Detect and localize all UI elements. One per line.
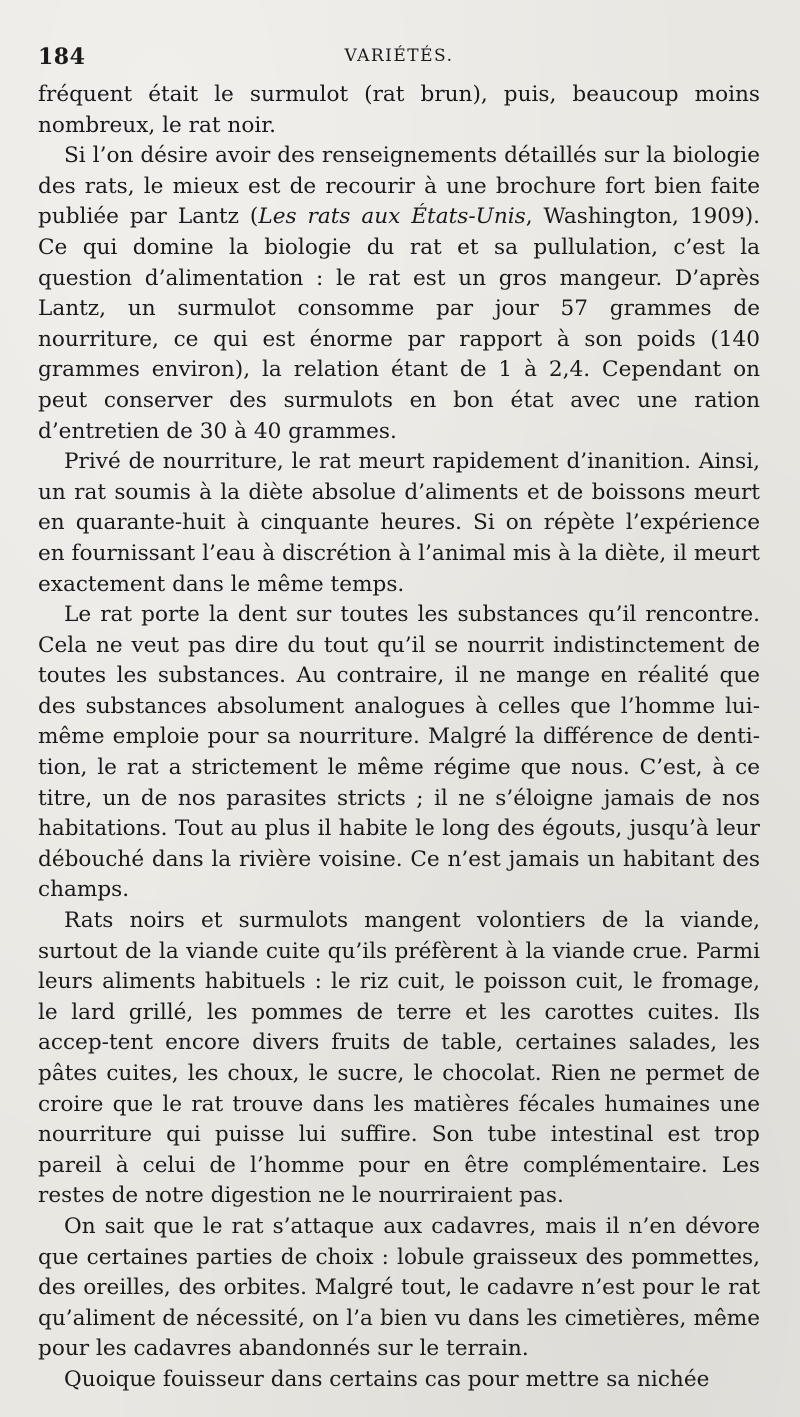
paragraph-cadavers: On sait que le rat s’attaque aux cadavres, mais il n’en dévore que certaines parties de choix : lobule graisseux des pommettes, des oreilles, des orbites. Malgré tout, le cadavre n’est pour le rat qu’aliment de nécessité, on l’a bien vu dans les cimetières, même pour les cadavres abandonnés sur le terrain.	[38, 1213, 760, 1362]
page-header	[38, 34, 760, 80]
paragraph-text: Si l’on désire avoir des renseignements détaillés sur la biologie des rats, le mieux est de recourir à une brochure fort bien faite publiée par Lantz (	[38, 143, 760, 230]
book-title: Les rats aux États-Unis	[258, 204, 526, 230]
paragraph-continued: fréquent était le surmulot (rat brun), puis, beaucoup moins nombreux, le rat noir.	[38, 82, 760, 138]
running-title: VARIÉTÉS.	[344, 46, 454, 66]
paragraph-lantz-brochure	[38, 141, 760, 447]
page-number: 184	[38, 44, 86, 70]
paragraph-starvation: Privé de nourriture, le rat meurt rapidement d’inanition. Ainsi, un rat soumis à la diète absolue d’aliments et de boissons meurt en quarante-huit à cinquante heures. Si on répète l’expérience en fournissant l’eau à discrétion à l’animal mis à la diète, il meurt exactement dans le même temps.	[38, 449, 760, 597]
paragraph-foods: Rats noirs et surmulots mangent volontiers de la viande, surtout de la viande cuite qu’ils préfèrent à la viande crue. Parmi leurs aliments habituels : le riz cuit, le poisson cuit, le fromage, le lard grillé, les pommes de terre et les carottes cuites. Ils accep-tent encore divers fruits de table, certaines salades, les pâtes cuites, les choux, le sucre, le chocolat. Rien ne permet de croire que le rat trouve dans les matières fécales humaines une nourriture qui puisse lui suffire. Son tube intestinal est trop pareil à celui de l’homme pour en être complémentaire. Les restes de notre digestion ne le nourriraient pas.	[38, 908, 760, 1209]
paragraph-text: , Washington, 1909). Ce qui domine la biologie du rat et sa pullulation, c’est la question d’alimentation : le rat est un gros mangeur. D’après Lantz, un surmulot consomme par jour 57 grammes de nourriture, ce qui est énorme par rapport à son poids (140 grammes environ), la relation étant de 1 à 2,4. Cependant on peut conserver des surmulots en bon état avec une ration d’entretien de 30 à 40 grammes.	[38, 204, 760, 444]
body-text	[38, 80, 760, 1396]
paragraph-diet: Le rat porte la dent sur toutes les substances qu’il rencontre. Cela ne veut pas dire du tout qu’il se nourrit indistinctement de toutes les substances. Au contraire, il ne mange en réalité que des substances absolument analogues à celles que l’homme lui-même emploie pour sa nourriture. Malgré la différence de denti-tion, le rat a strictement le même régime que nous. C’est, à ce titre, un de nos parasites stricts ; il ne s’éloigne jamais de nos habitations. Tout au plus il habite le long des égouts, jusqu’à leur débouché dans la rivière voisine. Ce n’est jamais un habitant des champs.	[38, 602, 760, 903]
paragraph-burrowing: Quoique fouisseur dans certains cas pour mettre sa nichée	[64, 1366, 710, 1392]
